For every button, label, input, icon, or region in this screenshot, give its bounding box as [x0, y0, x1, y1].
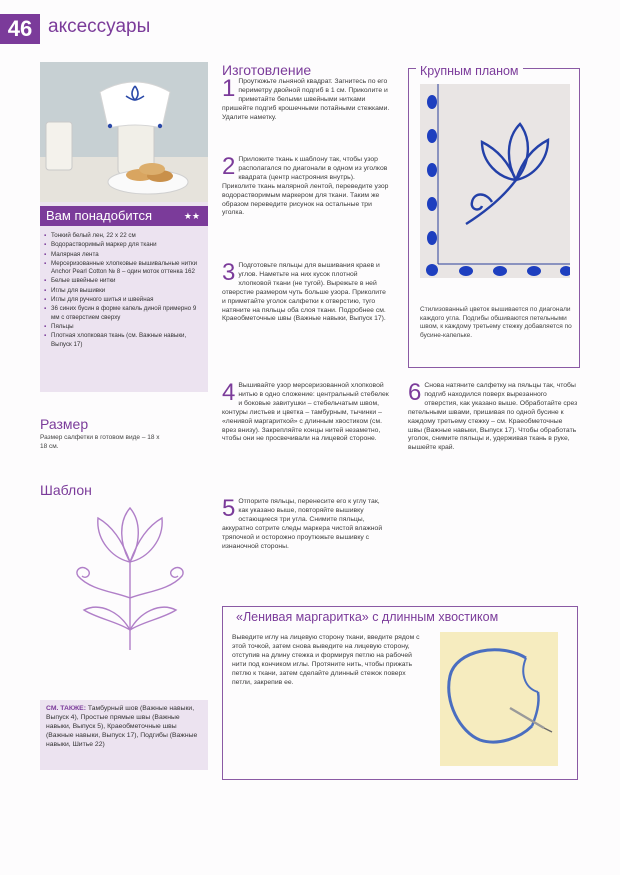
step-3: [222, 259, 390, 324]
list-item: ▪ Пяльцы: [44, 323, 204, 331]
see-also-label: СМ. ТАКЖЕ:: [46, 705, 86, 712]
difficulty-stars: ★★: [183, 211, 200, 221]
closeup-caption: Стилизованный цветок вышивается по диагонали каждого угла. Подгибы обшиваются петельными швом, к каждому третьему стежку добавляется по бусине-капельке.: [420, 306, 572, 339]
list-item: ▪ Тонкий белый лен, 22 x 22 см: [44, 232, 204, 240]
step-2: [222, 153, 390, 218]
template-title: Шаблон: [40, 482, 92, 498]
step-text: Отпорите пяльцы, перенесите его к углу так, как указано выше, повторяйте вышивку остающиеся три угла. Снимите пяльцы, аккуратно сотрите следы маркера чистой влажной тряпочкой и осторожно проутюжьте вышивку с изнаночной стороны.: [222, 498, 383, 550]
step-text: Проутюжьте льняной квадрат. Загнитесь по его периметру двойной подгиб в 1 см. Приколите и приметайте белыми швейными нитками пришейте подгиб крошечными потайными стежками. Удалите наметку.: [222, 78, 390, 121]
step-number: 5: [222, 495, 236, 522]
step-number: 1: [222, 75, 236, 102]
step-text: Подготовьте пяльцы для вышивания краев и углов. Наметьте на них кусок плотной хлопковой ткани (не тугой). Вырежьте в ней отверстие размером чуть больше узора. Приколите и приметайте уголок салфетки к отверстию, туго натяните на пяльцы оба слоя ткани. Подробнее см. Краеобметочные швы (Важные навыки, Выпуск 17).: [222, 262, 386, 323]
step-text: Вышивайте узор мерсеризованной хлопковой нитью в одно сложение: центральный стебелек и боковые завитушки – стебельчатым швом, контуры листьев и цветка – тамбурным, тычинки – «ленивой маргариткой» с длинным хвостиком (см. врез внизу). Закрепляйте концы нитей незаметно, чтобы они не просвечивали на лицевой стороне.: [222, 382, 389, 443]
page-number: 46: [0, 14, 40, 44]
step-text: Приложите ткань к шаблону так, чтобы узор располагался по диагонали в одном из уголков квадрата (центр настрояния внутрь). Приколите ткань малярной лентой, переведите узор водорастворимым маркером для ткани. Таким же образом переведите рисунок на остальные три уголка.: [222, 156, 389, 217]
list-item: ▪ Мерсеризованные хлопковые вышивальные нитки Anchor Pearl Cotton № 8 – один моток оттенка 162: [44, 260, 204, 277]
closeup-title: Крупным планом: [416, 64, 523, 78]
lazy-daisy-title: «Ленивая маргаритка» с длинным хвостиком: [232, 610, 502, 624]
list-item: ▪ Белые швейные нитки: [44, 277, 204, 285]
see-also-text: Тамбурный шов (Важные навыки, Выпуск 4), Простые прямые швы (Важные навыки, Выпуск 5), Краеобметочные швы (Важные навыки, Выпуск 17), Подгибы (Важные навыки, Шитье 22): [46, 705, 198, 748]
step-text: Снова натяните салфетку на пяльцы так, чтобы подгиб находился поверх вырезанного отверстия, как указано выше. Обработайте срез петельными швами, пришивая по одной бусине к каждому третьему стежку – см. Краеобметочные швы (Важные навыки, Выпуск 17). Чтобы обработать уголок, снимите пяльцы и, удерживая ткань в руке, вышейте край.: [408, 382, 578, 452]
lazy-daisy-text: Выведите иглу на лицевую сторону ткани, введите рядом с этой точкой, затем снова выведите на лицевую сторону, отступив на длину стежка и формируя петлю на рабочей нити под кончиком иглы. Протяните нить, чтобы прижать петлю к ткани, затем сделайте длинный стежок поверх петли, закрепив ее.: [232, 634, 420, 686]
closeup-embroidery-photo: [420, 84, 570, 278]
lazy-daisy-illustration: [440, 632, 558, 766]
step-4: [222, 379, 390, 444]
napkin-photo: [40, 62, 208, 202]
size-title: Размер: [40, 416, 89, 432]
list-item: ▪ Водорастворимый маркер для ткани: [44, 241, 204, 249]
materials-list: [44, 232, 204, 350]
step-number: 6: [408, 379, 422, 406]
step-number: 3: [222, 259, 236, 286]
list-item: ▪ 36 синих бусин в форме капель диной примерно 9 мм с отверстием сверху: [44, 305, 204, 322]
making-title: Изготовление: [222, 62, 312, 78]
list-item: ▪ Иглы для ручного шитья и швейная: [44, 296, 204, 304]
step-5: [222, 495, 390, 551]
see-also-box: [40, 700, 208, 770]
step-number: 2: [222, 153, 236, 180]
size-text: Размер салфетки в готовом виде – 18 x 18 см.: [40, 434, 160, 450]
list-item: ▪ Иглы для вышивки: [44, 287, 204, 295]
list-item: ▪ Плотная хлопковая ткань (см. Важные навыки, Выпуск 17): [44, 332, 204, 349]
step-number: 4: [222, 379, 236, 406]
section-title: аксессуары: [48, 16, 151, 37]
napkin-photo-illustration: [40, 62, 208, 202]
list-item: ▪ Малярная лента: [44, 251, 204, 259]
flower-template-icon: [60, 500, 200, 660]
materials-heading: [40, 206, 208, 226]
step-6: [408, 379, 578, 453]
materials-title: Вам понадобится: [46, 208, 152, 223]
step-1: [222, 75, 390, 123]
